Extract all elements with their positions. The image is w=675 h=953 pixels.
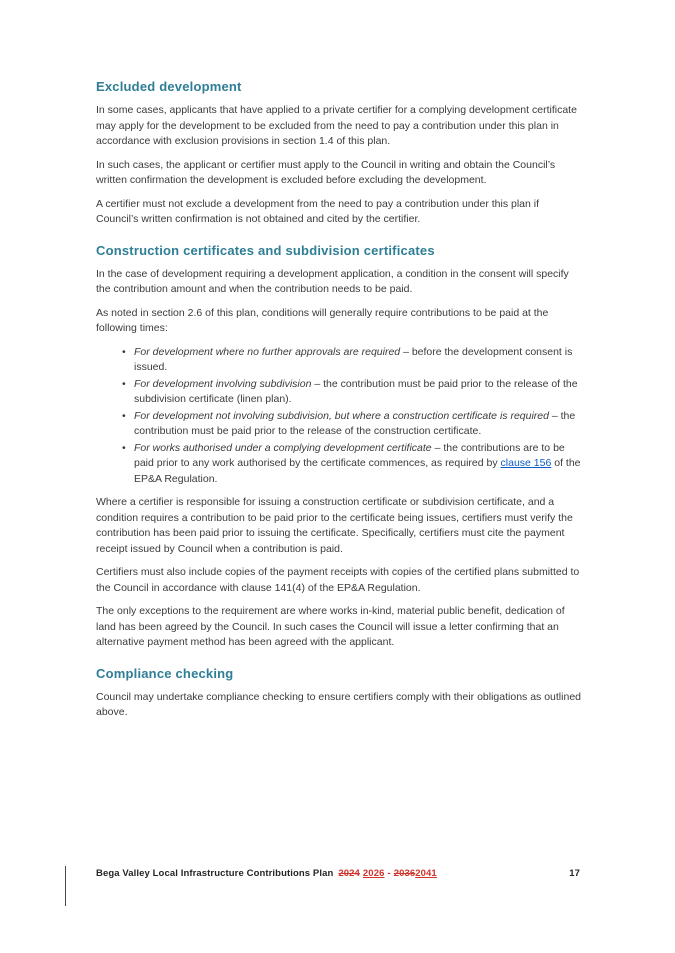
body-text: – the contribution must be paid prior to the release of the construction certificate. [134,409,576,437]
footer-inserted-year-start: 2026 [362,868,385,879]
italic-text: For works authorised under a complying development certificate [134,441,432,454]
italic-text: For development where no further approvals are required [134,345,401,358]
paragraph [96,197,582,228]
footer-deleted-year-start: 2024 [338,868,360,879]
paragraph [96,495,582,557]
paragraph [96,565,582,596]
bullet-item [96,409,582,440]
body-text: of the EP&A Regulation. [134,457,581,485]
body-text: In such cases, the applicant or certifier must apply to the Council in writing and obtain the Council’s written confirmation the development is excluded before excluding the development. [96,158,556,186]
footer-document-title: Bega Valley Local Infrastructure Contributions Plan [96,868,334,879]
paragraph [96,103,582,150]
body-text: In the case of development requiring a development application, a condition in the consent will specify the contribution amount and when the contribution needs to be paid. [96,267,569,295]
paragraph [96,306,582,337]
section-heading: Construction certificates and subdivision certificates [96,242,435,258]
tracked-change-bar [65,866,66,906]
page-footer [96,868,580,880]
bullet-item [96,441,582,488]
paragraph [96,690,582,721]
bullet-list [96,345,582,488]
body-text: – the contribution must be paid prior to the release of the subdivision certificate (linen plan). [134,377,578,405]
body-text: Where a certifier is responsible for issuing a construction certificate or subdivision certificate, and a condition requires a contribution to be paid prior to the certificate being issues, certifiers must verify the contribution has been paid prior to issuing the certificate. Specifically, certifiers must cite the payment receipt issued by Council when a contribution is paid. [96,496,573,555]
paragraph [96,267,582,298]
body-text: As noted in section 2.6 of this plan, conditions will generally require contributions to be paid at the following times: [96,306,549,334]
footer-inserted-year-end: 2041 [415,868,437,879]
body-text: Certifiers must also include copies of the payment receipts with copies of the certified plans submitted to the Council in accordance with clause 141(4) of the EP&A Regulation. [96,566,580,594]
footer-revision-separator: - [387,868,391,879]
body-text: The only exceptions to the requirement are where works in-kind, material public benefit, dedication of land has been agreed by the Council. In such cases the Council will issue a letter confirming that an alternative payment method has been agreed with the applicant. [96,605,565,648]
body-text: In some cases, applicants that have applied to a private certifier for a complying development certificate may apply for the development to be excluded from the need to pay a contribution under this plan in accordance with exclusion provisions in section 1.4 of this plan. [96,104,577,147]
section-heading: Excluded development [96,79,242,94]
body-text: – the contributions are to be paid prior to any work authorised by the certificate commences, as required by [134,441,565,469]
section-heading: Compliance checking [96,665,234,681]
page-number: 17 [569,868,580,879]
footer-text [96,868,437,880]
body-text: – before the development consent is issued. [134,345,573,373]
bullet-item [96,345,582,376]
italic-text: For development not involving subdivision, but where a construction certificate is required [134,409,549,422]
bullet-item [96,377,582,408]
body-text: Council may undertake compliance checking to ensure certifiers comply with their obligations as outlined above. [96,690,581,718]
clause-156-link[interactable]: clause 156 [500,457,552,469]
footer-deleted-year-end: 2036 [393,868,416,879]
document-body [96,79,582,729]
body-text: A certifier must not exclude a development from the need to pay a contribution under this plan if Council’s written confirmation is not obtained and cited by the certifier. [96,197,540,225]
paragraph [96,604,582,651]
paragraph [96,158,582,189]
italic-text: For development involving subdivision [134,377,312,390]
